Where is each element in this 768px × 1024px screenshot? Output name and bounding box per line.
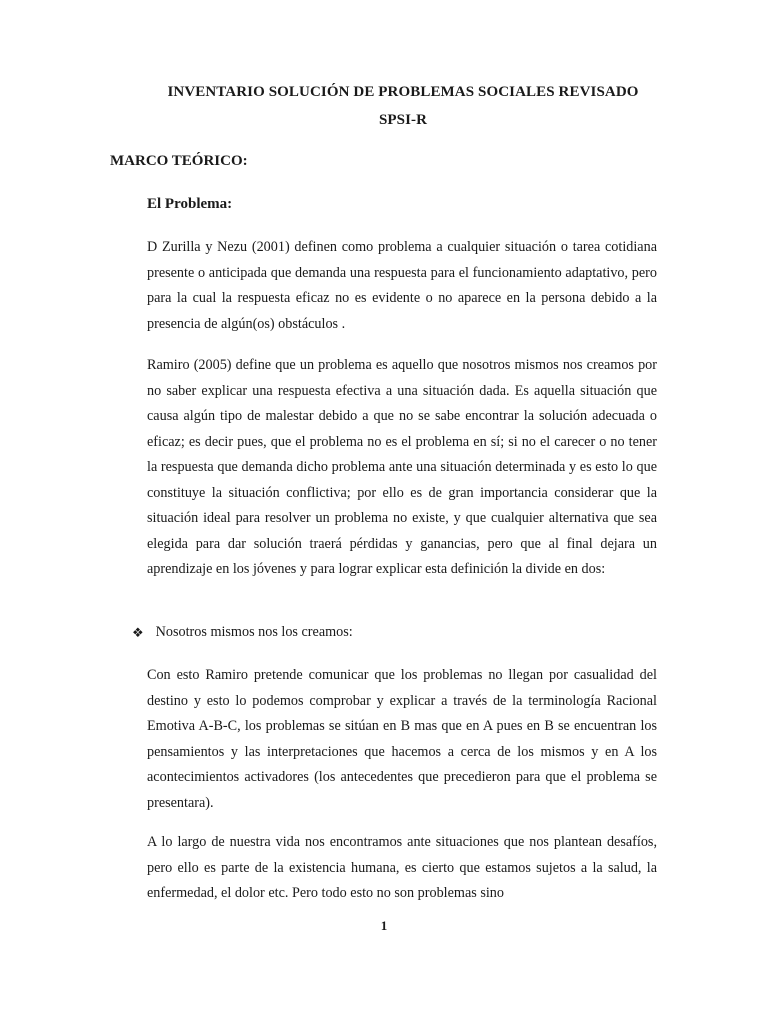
paragraph-2: Ramiro (2005) define que un problema es aquello que nosotros mismos nos creamos por no saber explicar una respuesta efectiva a una situación dada. Es aquella situación que causa algún tipo de malestar debido a que no se sabe encontrar la solución adecuada o eficaz; es decir pues, que el problema no es el problema en sí; si no el carecer o no tener la respuesta que demanda dicho problema ante una situación determinada y es esto lo que constituye la situación conflictiva; por ello es de gran importancia considerar que la situación ideal para resolver un problema no existe, y que cualquier alternativa que sea elegida para dar solución traerá pérdidas y ganancias, pero que al final dejara un aprendizaje en los jóvenes y para lograr explicar esta definición la divide en dos: — [147, 357, 657, 577]
paragraph-3: Con esto Ramiro pretende comunicar que los problemas no llegan por casualidad del destino y esto lo podemos comprobar y explicar a través de la terminología Racional Emotiva A-B-C, los problemas se sitúan en B mas que en A pues en B se encuentran los pensamientos y las interpretaciones que hacemos a cerca de los mismos y en A los acontecimientos activadores (los antecedentes que precedieron para que el problema se presentara). — [147, 667, 657, 811]
document-title: INVENTARIO SOLUCIÓN DE PROBLEMAS SOCIALES REVISADO — [167, 84, 639, 100]
section-heading-marco-teorico: MARCO TEÓRICO: — [110, 153, 248, 169]
paragraph-1: D Zurilla y Nezu (2001) definen como problema a cualquier situación o tarea cotidiana presente o anticipada que demanda una respuesta para el funcionamiento adaptativo, pero para la cual la respuesta eficaz no es evidente o no aparece en la persona debido a la presencia de algún(os) obstáculos . — [147, 239, 657, 332]
subheading-el-problema: El Problema: — [147, 196, 233, 212]
bullet-item-text: Nosotros mismos nos los creamos: — [155, 624, 353, 640]
bullet-item — [132, 624, 353, 641]
page-number: 1 — [380, 918, 388, 933]
diamond-bullet-icon: ❖ — [132, 625, 144, 640]
document-subtitle: SPSI-R — [378, 112, 428, 128]
paragraph-4: A lo largo de nuestra vida nos encontramos ante situaciones que nos plantean desafíos, pero ello es parte de la existencia humana, es cierto que estamos sujetos a la salud, la enfermedad, el dolor etc. Pero todo esto no son problemas sino — [147, 834, 657, 901]
